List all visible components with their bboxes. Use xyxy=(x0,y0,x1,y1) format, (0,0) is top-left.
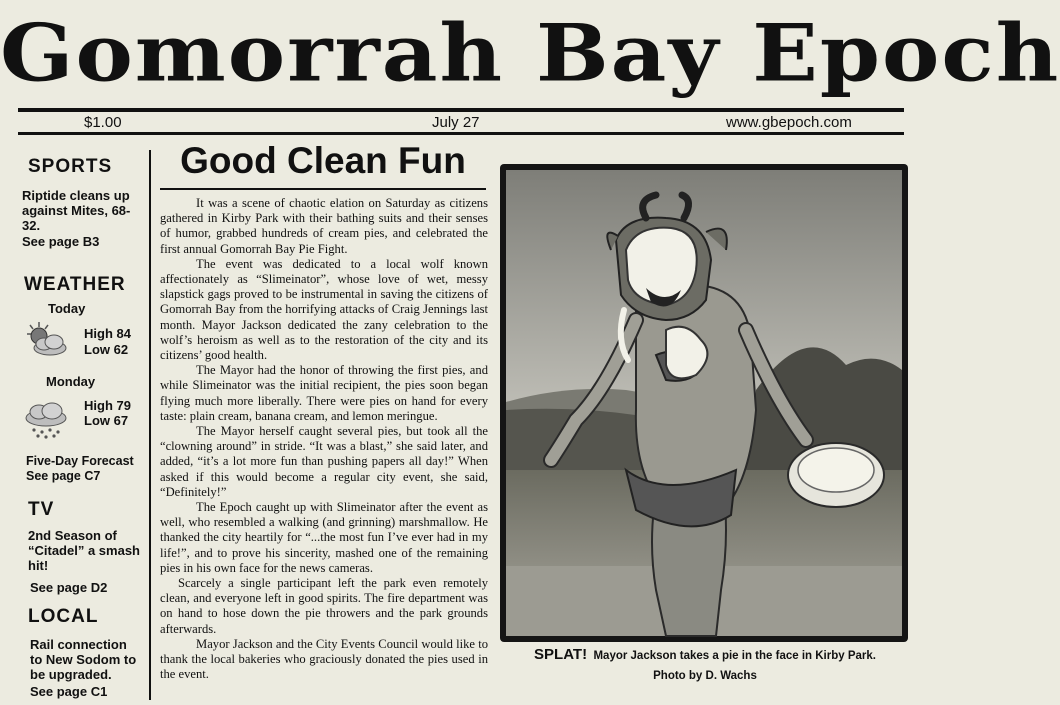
caption-text: Mayor Jackson takes a pie in the face in Kirby Park. xyxy=(593,650,876,662)
masthead xyxy=(0,0,1060,108)
local-text: Rail connection to New Sodom to be upgraded. xyxy=(30,637,137,682)
photo-illustration xyxy=(506,170,902,636)
tv-see-page[interactable]: See page D2 xyxy=(30,580,108,595)
partly-cloudy-icon xyxy=(22,320,70,358)
photo-credit: Photo by D. Wachs xyxy=(653,670,757,682)
article-paragraph: The event was dedicated to a local wolf known affectionately as “Slimeinator”, whose love of wet, messy slapstick gags proved to be instrumental in saving the citizens of Gomorrah Bay from the horrifying attacks of Craig Jennings last month. Mayor Jackson dedicated the zany celebration to the wolf’s heroism as well as to the restoration of the city and its citizens’ good health. xyxy=(160,256,488,363)
weather-today-low: Low 62 xyxy=(84,342,129,357)
masthead-rule-bottom xyxy=(18,132,904,135)
article-paragraph: The Mayor had the honor of throwing the first pies, and while Slimeinator was the initial recipient, the pies soon began flying much more liberally. There were pies on hand for every taste: plain cream, banana cream, and lemon meringue. xyxy=(160,363,488,423)
weather-monday-low: Low 67 xyxy=(84,413,129,428)
five-day-forecast-label[interactable]: Five-Day Forecast xyxy=(26,454,134,468)
weather-heading: WEATHER xyxy=(24,274,126,295)
article-paragraph: The Mayor herself caught several pies, but took all the “clowning around” in stride. “It was a blast,” she said later, and added, “it’s a lot more fun than pushing papers all day!” When asked if this would become a regular city event, she said, “Definitely!” xyxy=(160,424,488,499)
weather-today-label: Today xyxy=(48,301,86,316)
issue-date: July 27 xyxy=(432,114,480,131)
news-photo xyxy=(506,170,902,636)
headline-rule xyxy=(160,188,486,190)
article-paragraph: Mayor Jackson and the City Events Council would like to thank the local bakeries who graciously donated the pies used in the event. xyxy=(160,636,488,682)
article-body xyxy=(160,196,488,683)
newspaper-title: Gomorrah Bay Epoch xyxy=(0,7,1060,100)
local-see-page[interactable]: See page C1 xyxy=(30,684,108,699)
sports-see-page[interactable]: See page B3 xyxy=(22,234,100,249)
rain-cloud-icon xyxy=(22,400,70,440)
local-heading: LOCAL xyxy=(28,606,99,627)
website[interactable]: www.gbepoch.com xyxy=(726,114,852,131)
price: $1.00 xyxy=(84,114,122,131)
article-paragraph: It was a scene of chaotic elation on Saturday as citizens gathered in Kirby Park with their bathing suits and their senses of humor, grabbed hundreds of cream pies, and celebrated the first annual Gomorrah Bay Pie Fight. xyxy=(160,196,488,256)
tv-text: 2nd Season of “Citadel” a smash hit! xyxy=(28,528,140,573)
column-divider xyxy=(149,150,151,700)
article-paragraph: Scarcely a single participant left the park even remotely clean, and everyone left in good spirits. The fire department was on hand to hose down the pie throwers and the park grounds afterwards. xyxy=(160,576,488,636)
photo-caption xyxy=(500,646,910,663)
caption-lead: SPLAT! xyxy=(534,646,588,663)
weather-monday-high: High 79 xyxy=(84,398,131,413)
article-paragraph: The Epoch caught up with Slimeinator after the event as well, who resembled a walking (and grinning) marshmallow. He thanked the city heartily for “...the most fun I’ve ever had in my life!”, and to prove his sincerity, mashed one of the remaining pies in his own face for the news cameras. xyxy=(160,500,488,575)
masthead-rule-top xyxy=(18,108,904,112)
weather-today-high: High 84 xyxy=(84,326,131,341)
weather-monday-label: Monday xyxy=(46,374,96,389)
article-headline: Good Clean Fun xyxy=(180,140,466,181)
tv-heading: TV xyxy=(28,499,55,520)
sports-heading: SPORTS xyxy=(28,156,113,177)
sports-text: Riptide cleans up against Mites, 68-32. xyxy=(22,188,131,233)
weather-see-page[interactable]: See page C7 xyxy=(26,469,101,483)
